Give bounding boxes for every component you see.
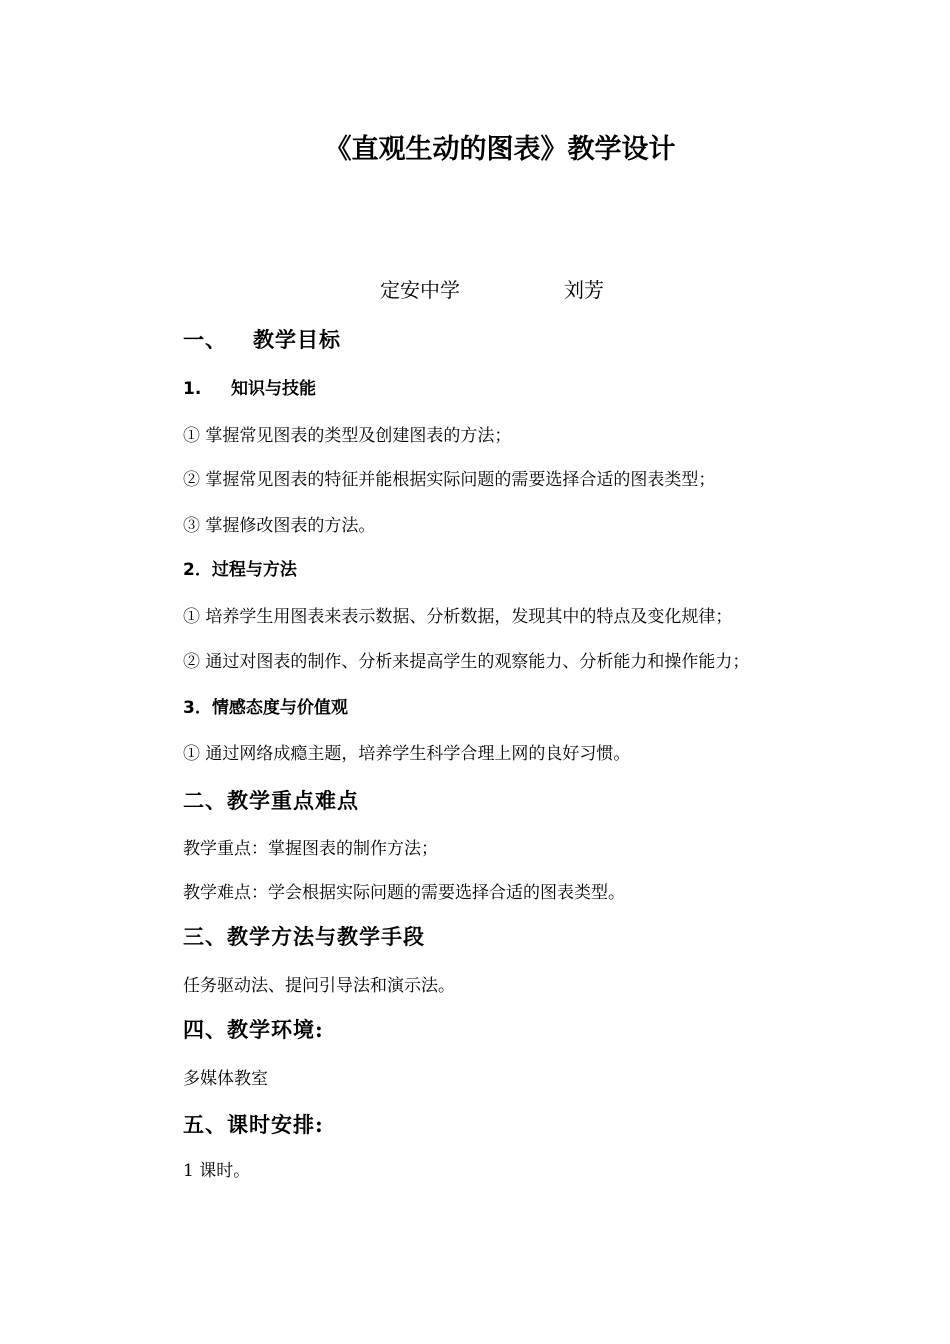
section-number: 一、: [183, 327, 227, 352]
subsection-number: 1.: [183, 379, 202, 399]
key-point-line: 教学重点：掌握图表的制作方法；: [183, 839, 438, 859]
document-title: 《直观生动的图表》教学设计: [324, 134, 676, 165]
section-heading-methods: 三、教学方法与教学手段: [183, 924, 425, 949]
subsection-number: 2．: [183, 560, 212, 580]
subsection-heading-attitude: [183, 695, 348, 721]
methods-line: 任务驱动法、提问引导法和演示法。: [183, 976, 455, 996]
difficulty-line: 教学难点：学会根据实际问题的需要选择合适的图表类型。: [183, 883, 625, 903]
subsection-heading-knowledge: [183, 376, 316, 402]
subsection-title: 知识与技能: [231, 379, 316, 399]
author-name: 刘芳: [564, 278, 604, 302]
objective-item: ① 培养学生用图表来表示数据、分析数据，发现其中的特点及变化规律；: [183, 607, 733, 627]
author-line: [380, 276, 604, 304]
section-heading-objectives: [183, 325, 341, 355]
subsection-title: 情感态度与价值观: [211, 698, 348, 718]
section-heading-schedule: 五、课时安排:: [183, 1112, 324, 1137]
subsection-number: 3．: [183, 698, 212, 718]
objective-item: ① 掌握常见图表的类型及创建图表的方法；: [183, 426, 512, 446]
section-heading-key-points: 二、教学重点难点: [183, 788, 359, 813]
objective-item: ① 通过网络成瘾主题，培养学生科学合理上网的良好习惯。: [183, 744, 631, 764]
subsection-title: 过程与方法: [211, 560, 297, 580]
section-heading-environment: 四、教学环境:: [183, 1017, 324, 1042]
author-school: 定安中学: [380, 278, 460, 302]
schedule-line: 1 课时。: [183, 1161, 251, 1181]
section-title: 教学目标: [253, 327, 341, 352]
environment-line: 多媒体教室: [183, 1069, 268, 1089]
objective-item: ② 通过对图表的制作、分析来提高学生的观察能力、分析能力和操作能力；: [183, 652, 750, 672]
objective-item: ② 掌握常见图表的特征并能根据实际问题的需要选择合适的图表类型；: [183, 470, 716, 490]
objective-item: ③ 掌握修改图表的方法。: [183, 516, 376, 536]
subsection-heading-process: [183, 557, 297, 583]
